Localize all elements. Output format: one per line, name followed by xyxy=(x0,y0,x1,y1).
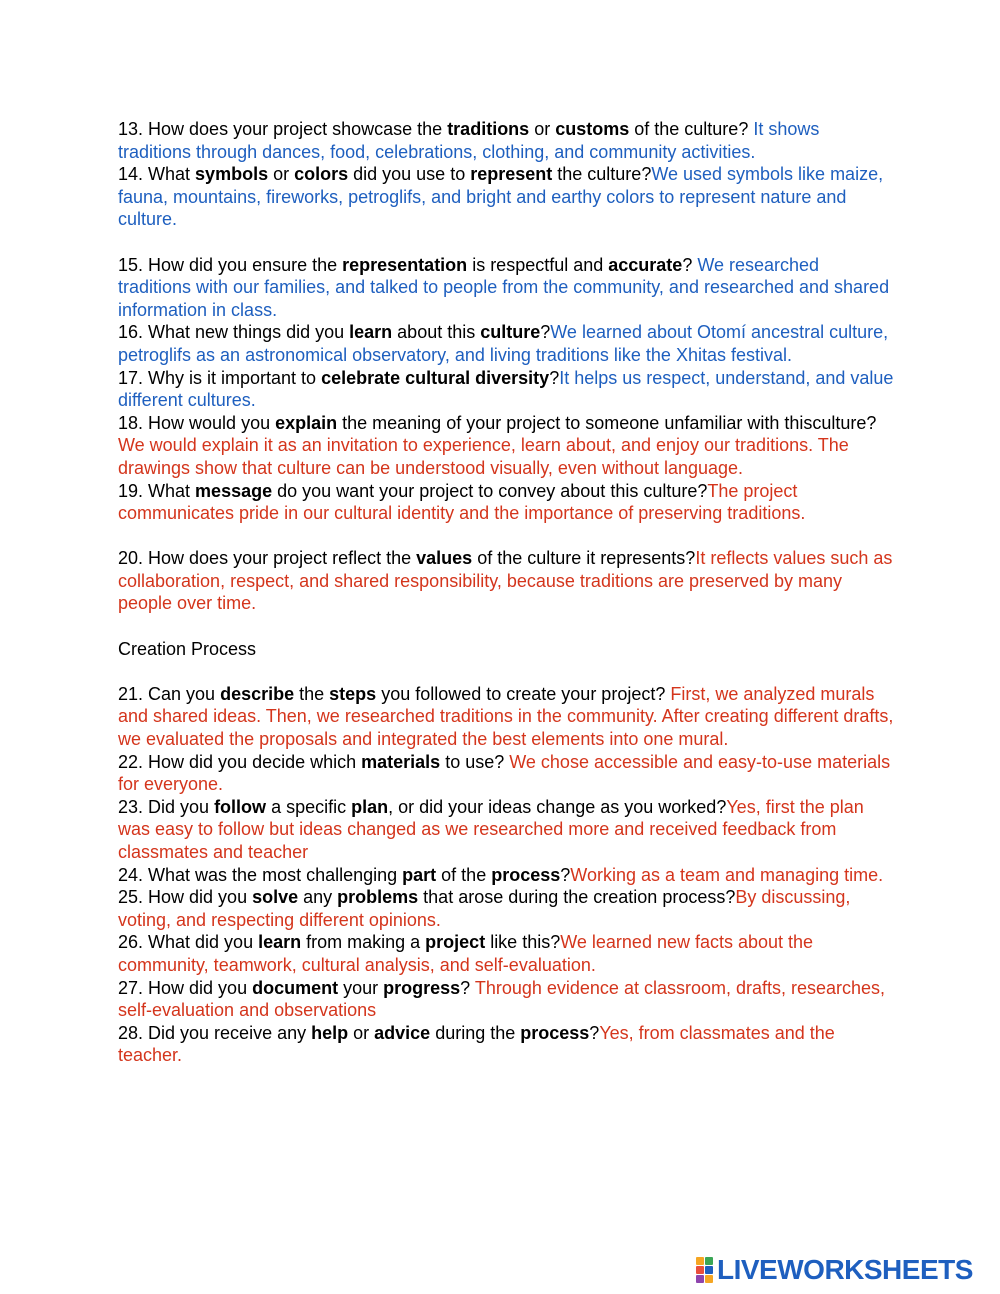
question-fragment: 25. How did you xyxy=(118,887,253,908)
question-fragment: 21. Can you xyxy=(118,683,221,704)
logo-block xyxy=(696,1275,704,1283)
question-fragment: from making a xyxy=(301,932,426,953)
keyword: process xyxy=(491,864,561,885)
question-28 xyxy=(118,1022,894,1067)
question-13 xyxy=(118,118,894,163)
keyword: representation xyxy=(342,254,468,275)
questions-group-2 xyxy=(118,683,894,1067)
answer-text: It helps us respect, understand, and value different cultures. xyxy=(118,367,894,411)
keyword: learn xyxy=(349,322,393,343)
question-17 xyxy=(118,367,894,412)
answer-text: Working as a team and managing time. xyxy=(570,864,884,885)
question-fragment: ? xyxy=(682,254,698,275)
keyword: project xyxy=(425,932,486,953)
question-fragment: 16. What new things did you xyxy=(118,322,350,343)
question-text xyxy=(118,548,695,568)
question-26 xyxy=(118,931,894,976)
question-fragment: or xyxy=(529,119,556,139)
answer-text: We used symbols like maize, fauna, mountains, fireworks, petroglifs, and bright and earthy colors to represent nature and culture. xyxy=(118,164,884,230)
keyword: follow xyxy=(214,796,267,817)
keyword: document xyxy=(252,977,339,998)
question-fragment: about this xyxy=(392,322,481,343)
question-text xyxy=(118,797,726,817)
question-text xyxy=(118,684,670,704)
question-text xyxy=(118,932,560,952)
question-21 xyxy=(118,683,894,751)
keyword: customs xyxy=(555,119,630,139)
question-19 xyxy=(118,480,894,525)
keyword: message xyxy=(195,480,273,501)
logo-block xyxy=(696,1257,704,1265)
answer-text: We researched traditions with our families, and talked to people from the community, and researched and shared information in class. xyxy=(118,254,890,320)
answer-text: By discussing, voting, and respecting different opinions. xyxy=(118,887,851,930)
keyword: process xyxy=(520,1022,590,1043)
keyword: advice xyxy=(374,1022,431,1043)
question-fragment: ? xyxy=(540,322,551,343)
question-fragment: ? xyxy=(549,367,560,388)
question-fragment: the xyxy=(294,683,330,704)
answer-text: The project communicates pride in our cultural identity and the importance of preserving traditions. xyxy=(118,480,806,524)
question-fragment: of the culture? xyxy=(629,119,754,139)
keyword: accurate xyxy=(608,254,683,275)
question-text xyxy=(118,481,707,501)
question-20 xyxy=(118,547,894,615)
question-fragment: a specific xyxy=(266,796,352,817)
keyword: colors xyxy=(294,164,349,185)
logo-block xyxy=(705,1275,713,1283)
logo-block xyxy=(696,1266,704,1274)
question-fragment: 18. How would you xyxy=(118,412,276,433)
question-fragment: you followed to create your project? xyxy=(376,683,671,704)
question-fragment: during the xyxy=(430,1022,521,1043)
question-text xyxy=(118,255,697,275)
keyword: learn xyxy=(258,932,302,953)
questions-group-1 xyxy=(118,118,894,615)
question-fragment: do you want your project to convey about this culture? xyxy=(272,480,708,501)
question-25 xyxy=(118,886,894,931)
question-fragment: ? xyxy=(460,977,475,998)
question-text xyxy=(118,119,753,139)
question-fragment: 15. How did you ensure the xyxy=(118,254,343,275)
keyword: culture xyxy=(480,322,541,343)
question-fragment: 24. What was the most challenging xyxy=(118,864,403,885)
keyword: values xyxy=(416,548,473,569)
answer-text: It reflects values such as collaboration, respect, and shared responsibility, because traditions are preserved by many people over time. xyxy=(118,548,893,614)
question-fragment: like this? xyxy=(485,932,561,953)
question-fragment: 19. What xyxy=(118,480,196,501)
question-fragment: ? xyxy=(560,864,571,885)
question-fragment: of the culture it represents? xyxy=(472,548,696,569)
question-fragment: , or did your ideas change as you worked? xyxy=(388,796,727,817)
question-text xyxy=(118,887,735,907)
question-14 xyxy=(118,163,894,231)
logo-block xyxy=(705,1257,713,1265)
question-text xyxy=(118,322,550,342)
answer-text: Through evidence at classroom, drafts, researches, self-evaluation and observations xyxy=(118,977,886,1021)
question-fragment: 23. Did you xyxy=(118,796,215,817)
question-fragment: the culture? xyxy=(552,164,652,185)
question-text xyxy=(118,752,509,772)
worksheet-content xyxy=(118,118,894,1067)
question-fragment: 22. How did you decide which xyxy=(118,751,362,772)
keyword: materials xyxy=(361,751,441,772)
answer-text: We chose accessible and easy-to-use materials for everyone. xyxy=(118,751,891,795)
question-16 xyxy=(118,321,894,366)
answer-text: We would explain it as an invitation to experience, learn about, and enjoy our traditions. The drawings show that culture can be understood visually, even without language. xyxy=(118,435,849,478)
answer-text: Yes, first the plan was easy to follow but ideas changed as we researched more and received feedback from classmates and teacher xyxy=(118,796,864,862)
question-fragment: of the xyxy=(436,864,492,885)
answer-text: We learned new facts about the community, teamwork, cultural analysis, and self-evaluation. xyxy=(118,932,814,975)
question-fragment: any xyxy=(298,887,338,908)
keyword: progress xyxy=(383,977,461,998)
liveworksheets-blocks-icon xyxy=(696,1257,713,1283)
question-fragment: 28. Did you receive any xyxy=(118,1022,312,1043)
keyword: describe xyxy=(220,683,295,704)
keyword: problems xyxy=(337,887,419,908)
keyword: steps xyxy=(329,683,377,704)
liveworksheets-logo xyxy=(696,1256,973,1284)
answer-text: We learned about Otomí ancestral culture, petroglifs as an astronomical observatory, and living traditions like the Xhitas festival. xyxy=(118,322,889,365)
question-fragment: the meaning of your project to someone unfamiliar with thisculture? xyxy=(337,412,877,433)
logo-block xyxy=(705,1266,713,1274)
question-fragment: or xyxy=(348,1022,375,1043)
question-fragment: 20. How does your project reflect the xyxy=(118,548,417,569)
question-fragment: 27. How did you xyxy=(118,977,253,998)
question-fragment: did you use to xyxy=(348,164,471,185)
question-fragment: 13. How does your project showcase the xyxy=(118,119,448,139)
question-fragment: your xyxy=(338,977,384,998)
question-15 xyxy=(118,254,894,322)
question-fragment: 26. What did you xyxy=(118,932,259,953)
answer-text: It shows traditions through dances, food, celebrations, clothing, and community activities. xyxy=(118,119,820,162)
question-fragment: 14. What xyxy=(118,164,196,185)
question-text xyxy=(118,368,559,388)
question-text xyxy=(118,413,876,433)
answer-text: Yes, from classmates and the teacher. xyxy=(118,1022,835,1066)
question-fragment: is respectful and xyxy=(467,254,609,275)
question-text xyxy=(118,1023,599,1043)
keyword: solve xyxy=(252,887,299,908)
logo-text: LIVEWORKSHEETS xyxy=(717,1254,973,1285)
keyword: represent xyxy=(470,164,553,185)
question-27 xyxy=(118,977,894,1022)
question-fragment: to use? xyxy=(440,751,510,772)
answer-text: First, we analyzed murals and shared ideas. Then, we researched traditions in the community. After creating different drafts, we evaluated the proposals and integrated the best elements into one mural. xyxy=(118,683,894,750)
question-text xyxy=(118,978,475,998)
keyword: help xyxy=(311,1022,349,1043)
question-fragment: 17. Why is it important to xyxy=(118,367,322,388)
keyword: plan xyxy=(351,796,389,817)
section-title: Creation Process xyxy=(118,638,257,659)
question-fragment: ? xyxy=(589,1022,600,1043)
question-23 xyxy=(118,796,894,864)
keyword: celebrate cultural diversity xyxy=(321,367,550,388)
question-18 xyxy=(118,412,894,480)
keyword: part xyxy=(402,864,437,885)
question-fragment: or xyxy=(268,164,295,185)
question-24 xyxy=(118,864,894,887)
question-text xyxy=(118,865,570,885)
question-fragment: that arose during the creation process? xyxy=(418,887,736,908)
keyword: traditions xyxy=(447,119,530,139)
question-text xyxy=(118,164,651,184)
keyword: symbols xyxy=(195,164,269,185)
question-22 xyxy=(118,751,894,796)
keyword: explain xyxy=(275,412,338,433)
